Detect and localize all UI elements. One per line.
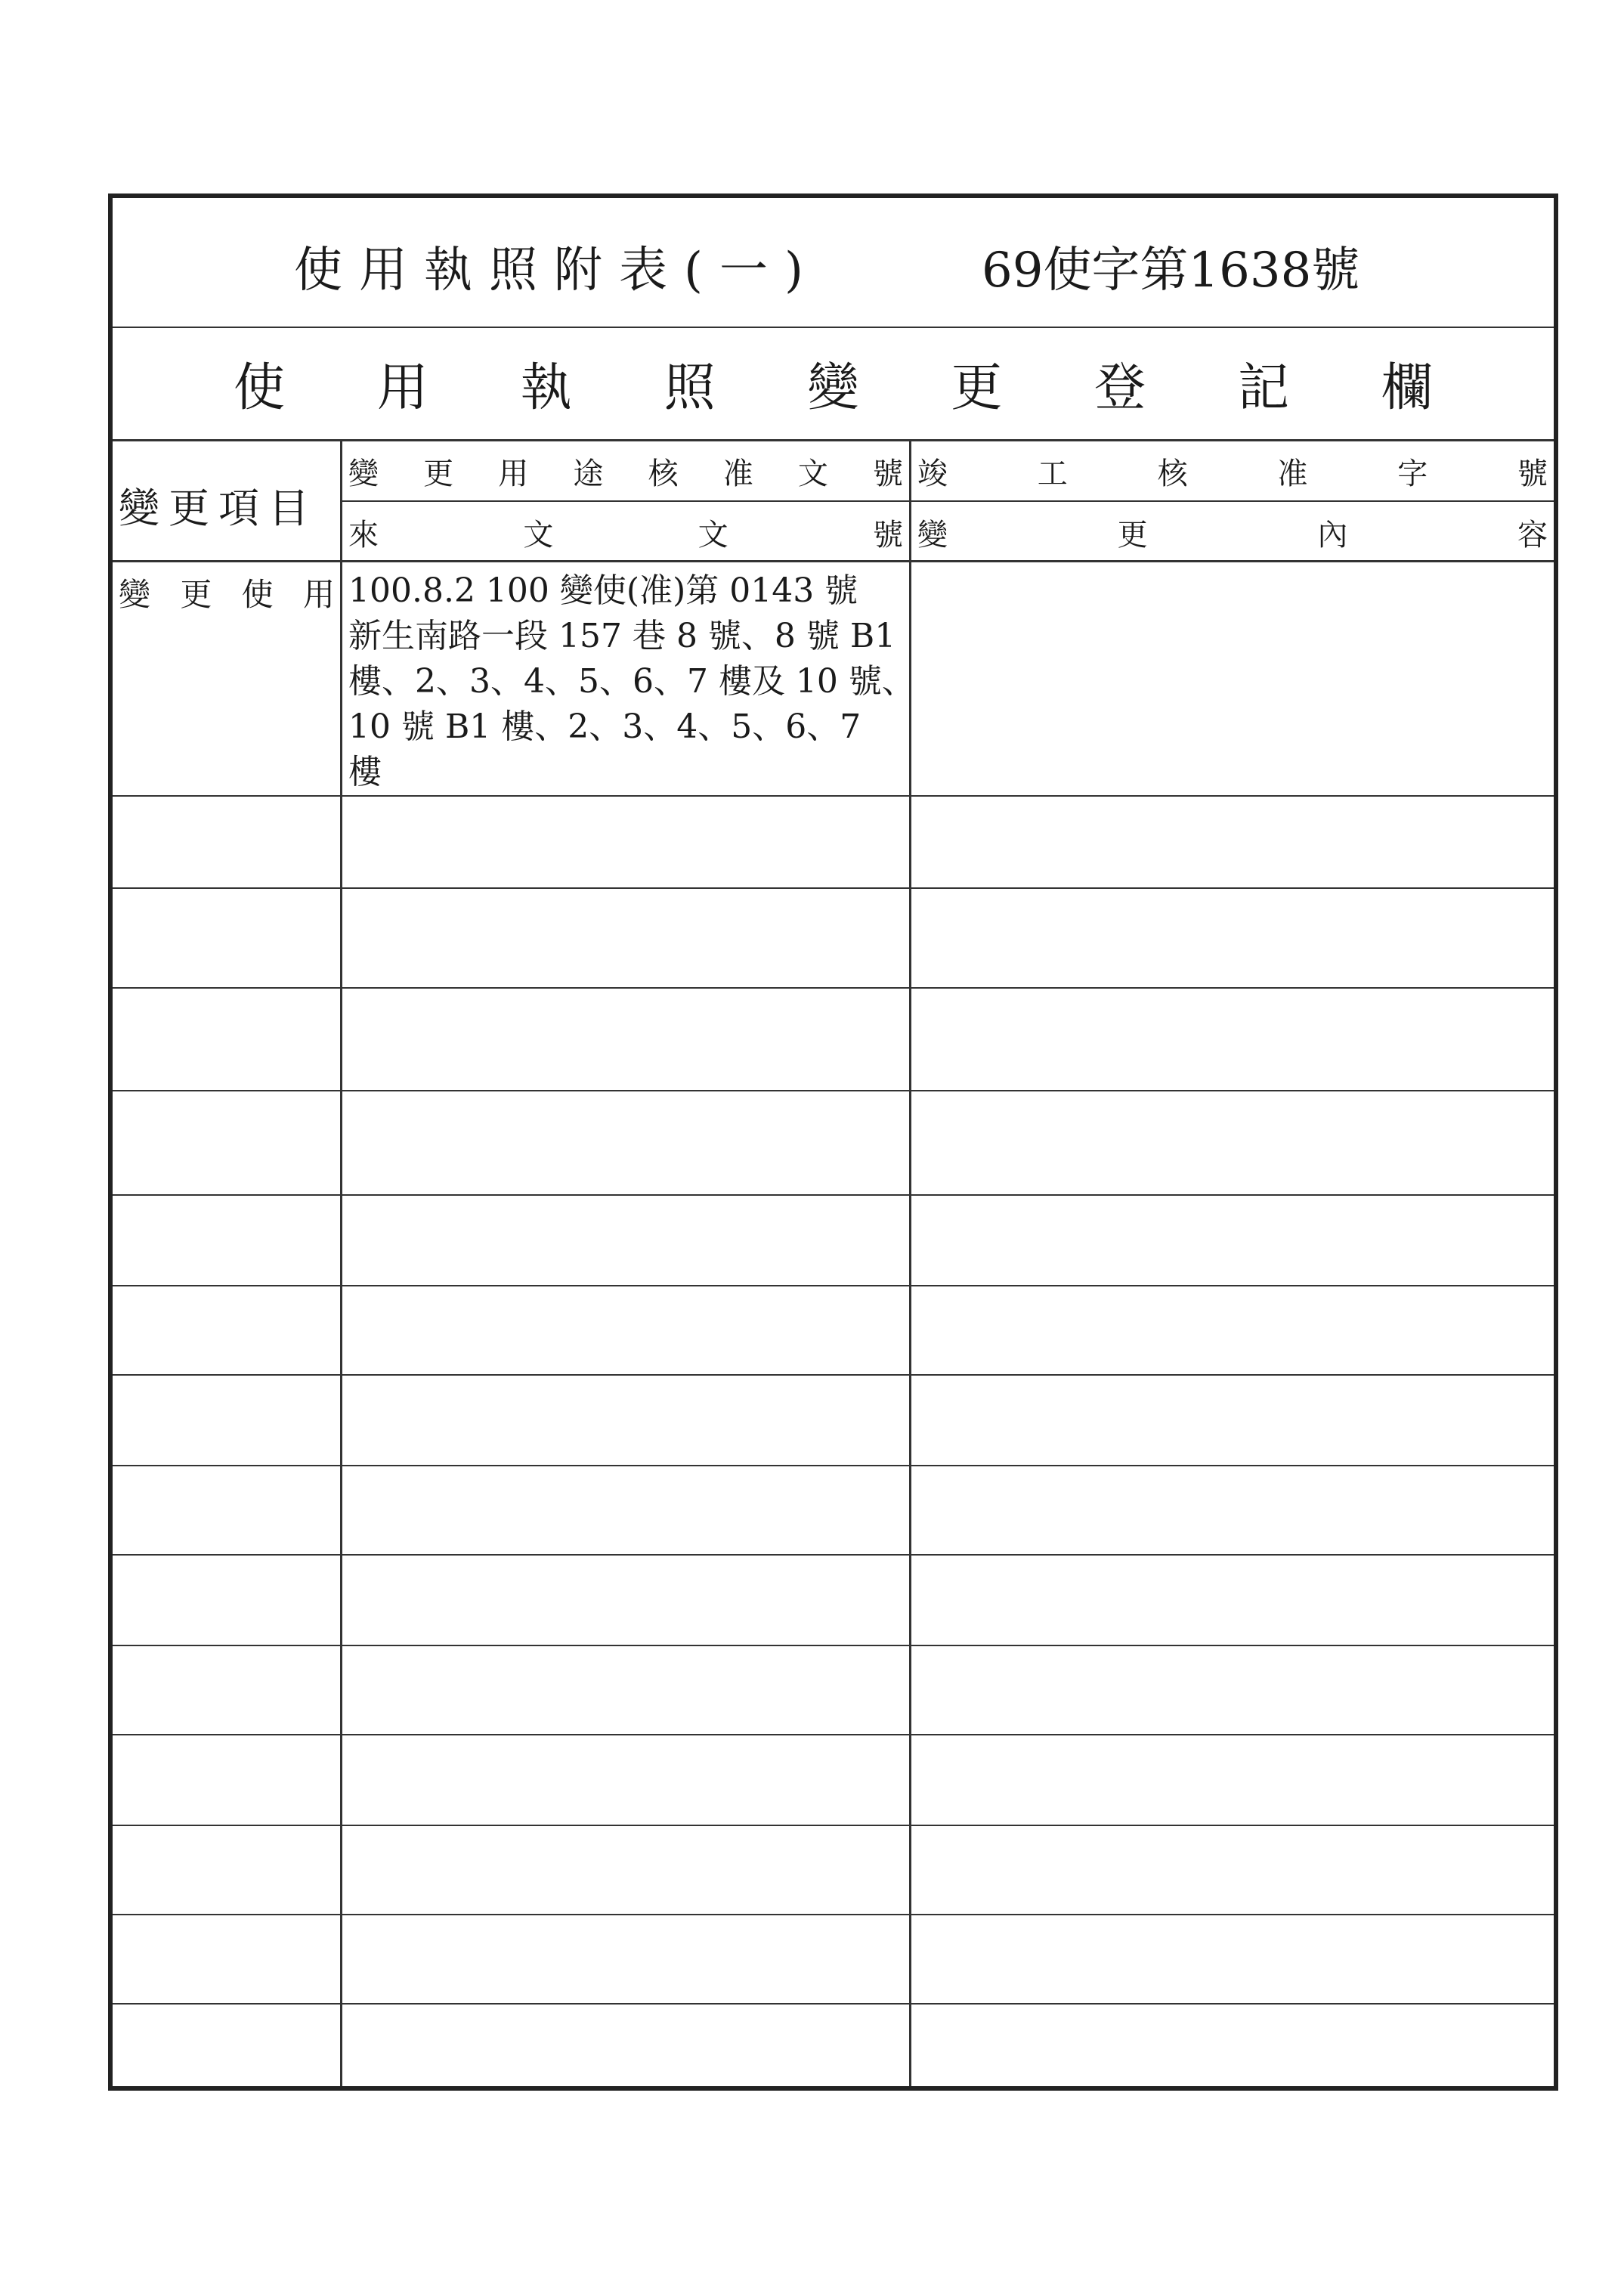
document-title: 使用執照附表(一) (294, 243, 820, 299)
header-char: 變 (348, 456, 379, 491)
table-row (113, 889, 1554, 989)
header-char: 來 (348, 517, 379, 553)
header-right (911, 441, 1554, 562)
table-row (113, 797, 1554, 889)
table-row (113, 1376, 1554, 1466)
table-body (113, 562, 1554, 2086)
table-row (113, 1735, 1554, 1826)
table-row (113, 989, 1554, 1091)
header-incoming-doc-no (342, 502, 909, 562)
subtitle-char: 欄 (1381, 358, 1433, 418)
header-char: 核 (648, 456, 679, 491)
table-row (113, 1091, 1554, 1196)
subtitle-char: 用 (376, 358, 428, 418)
entry-approval-text (348, 568, 915, 795)
entry-item-char: 更 (180, 576, 212, 613)
header-char: 竣 (917, 456, 948, 491)
subtitle-char: 照 (664, 358, 716, 418)
header-char: 字 (1397, 456, 1428, 491)
entry-item-char: 使 (241, 576, 274, 613)
subtitle-row (113, 328, 1554, 441)
header-char: 號 (1517, 456, 1548, 491)
entry-item (119, 570, 335, 615)
header-char: 內 (1317, 517, 1348, 553)
header-change-content (911, 502, 1554, 562)
header-char: 容 (1517, 517, 1548, 553)
entry-line: 樓、2、3、4、5、6、7 樓及 10 號、 (348, 662, 915, 701)
header-char: 文 (523, 517, 554, 553)
table-row (113, 1646, 1554, 1735)
header-approval-doc-no (342, 441, 909, 502)
header-char: 號 (872, 517, 903, 553)
table-row (113, 1915, 1554, 2005)
entry-line: 新生南路一段 157 巷 8 號、8 號 B1 (348, 617, 896, 655)
entry-line: 10 號 B1 樓、2、3、4、5、6、7 (348, 707, 861, 746)
entry-line: 樓 (348, 753, 382, 791)
table-row (113, 2005, 1554, 2086)
register-table (108, 193, 1558, 2091)
header-char: 途 (573, 456, 604, 491)
table-row (113, 1286, 1554, 1376)
table-row (113, 1556, 1554, 1646)
header-completion-no (911, 441, 1554, 502)
header-char: 核 (1157, 456, 1188, 491)
permit-number: 69使字第1638號 (982, 243, 1360, 299)
header-char: 文 (797, 456, 828, 491)
entry-line: 100.8.2 100 變使(准)第 0143 號 (348, 571, 858, 610)
header-char: 號 (872, 456, 903, 491)
entry-item-char: 變 (119, 576, 151, 613)
header-char: 用 (498, 456, 529, 491)
header-change-item (113, 441, 342, 562)
header-char: 更 (1117, 517, 1148, 553)
header-char: 文 (698, 517, 728, 553)
header-char: 更 (423, 456, 454, 491)
header-char: 變 (917, 517, 948, 553)
subtitle-char: 使 (234, 358, 286, 418)
subtitle-char: 登 (1094, 358, 1146, 418)
title-row (113, 198, 1554, 328)
header-middle (342, 441, 911, 562)
header-char: 工 (1037, 456, 1068, 491)
subtitle-char: 變 (807, 358, 859, 418)
table-row (113, 1466, 1554, 1556)
header-char: 准 (722, 456, 753, 491)
table-row (113, 1826, 1554, 1915)
subtitle-char: 記 (1238, 358, 1290, 418)
table-row (113, 562, 1554, 797)
header-change-item-label: 變更項目 (119, 484, 318, 532)
subtitle-char: 執 (520, 358, 572, 418)
header-char: 准 (1277, 456, 1308, 491)
entry-item-char: 用 (302, 576, 335, 613)
table-row (113, 1196, 1554, 1286)
subtitle-char: 更 (951, 358, 1003, 418)
